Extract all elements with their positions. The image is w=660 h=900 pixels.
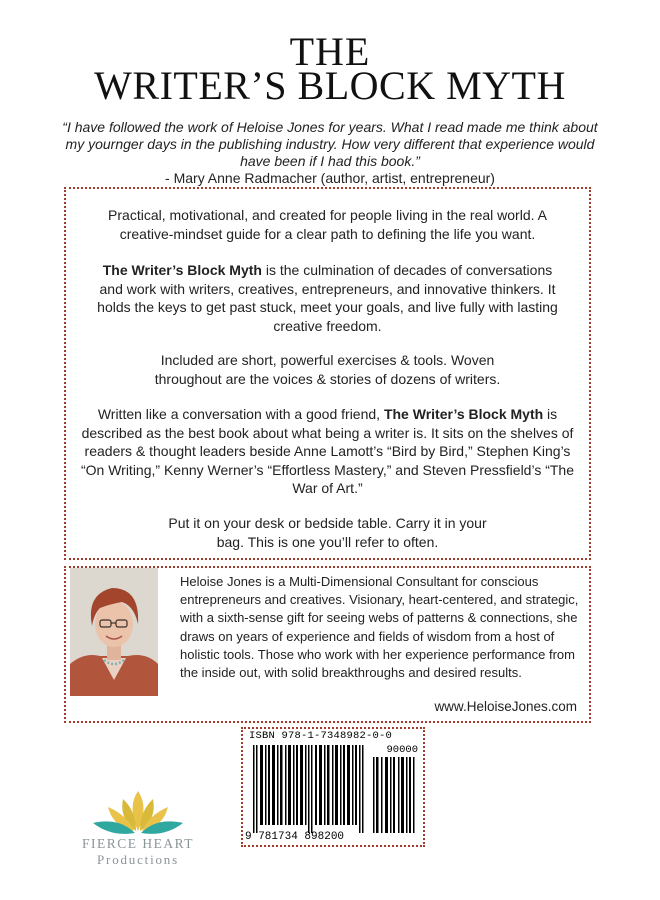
barcode-bars [247,745,421,833]
book-title-line2: WRITER’S BLOCK MYTH [94,63,566,108]
publisher-name: FIERCE HEART [81,836,195,851]
author-box [64,566,591,723]
author-website[interactable]: www.HeloiseJones.com [434,699,577,714]
ean-digits: 9 781734 898200 [245,831,345,843]
description-paragraph-4-end: is described as the best book about what being a writer is. It sits on the shelves of readers & thought leaders beside Anne Lamott’s “Bird by Bird,” Stephen King’s “On Writing,” Kenny Werner’s “Effortless Mastery,” and Steven Pressfield’s “The War of Art.” [80,406,575,496]
author-bio: Heloise Jones is a Multi-Dimensional Consultant for conscious entrepreneurs and creatives. Visionary, heart-centered, and strategic, with a sixth-sense gift for seeing webs of patterns & connections, she draws on years of experience and fields of wisdom from a host of holistic tools. Those who work with her experience performance from the inside out, with solid breakthroughs and desired results. [180,574,579,681]
description-paragraph-4 [66,405,589,498]
description-paragraph-5: Put it on your desk or bedside table. Carry it in your bag. This is one you’ll refer to often. [168,515,487,550]
description-paragraph-3: Included are short, powerful exercises & tools. Woven throughout are the voices & stories of dozens of writers. [154,352,501,387]
description-box [64,187,591,560]
addon-price-label: 90000 [386,744,418,756]
book-title-bold-2: The Writer’s Block Myth [383,406,544,422]
endorsement-quote [60,119,600,187]
isbn-label: ISBN 978-1-7348982-0-0 [249,730,393,742]
isbn-barcode [241,727,425,847]
description-paragraph-4-start: Written like a conversation with a good friend, [97,406,384,422]
quote-attribution: - Mary Anne Radmacher (author, artist, entrepreneur) [165,170,495,186]
book-title-bold: The Writer’s Block Myth [102,262,262,278]
lotus-icon [83,785,193,837]
book-title-line1: THE [289,29,371,74]
description-paragraph-2 [66,261,589,335]
quote-text: “I have followed the work of Heloise Jones for years. What I read made me think about my yournger days in the publishing industry. How very different that experience would have been if I had this book.” [62,119,598,169]
description-paragraph-1: Practical, motivational, and created for people living in the real world. A creative-mindset guide for a clear path to defining the life you want. [108,207,547,242]
author-photo [70,568,158,696]
publisher-subtitle: Productions [97,852,179,867]
description-paragraph-2-text: is the culmination of decades of conversations and work with writers, creatives, entrepreneurs, and innovative thinkers. It holds the keys to get past stuck, meet your goals, and live fully with lasting creative freedom. [97,262,558,334]
